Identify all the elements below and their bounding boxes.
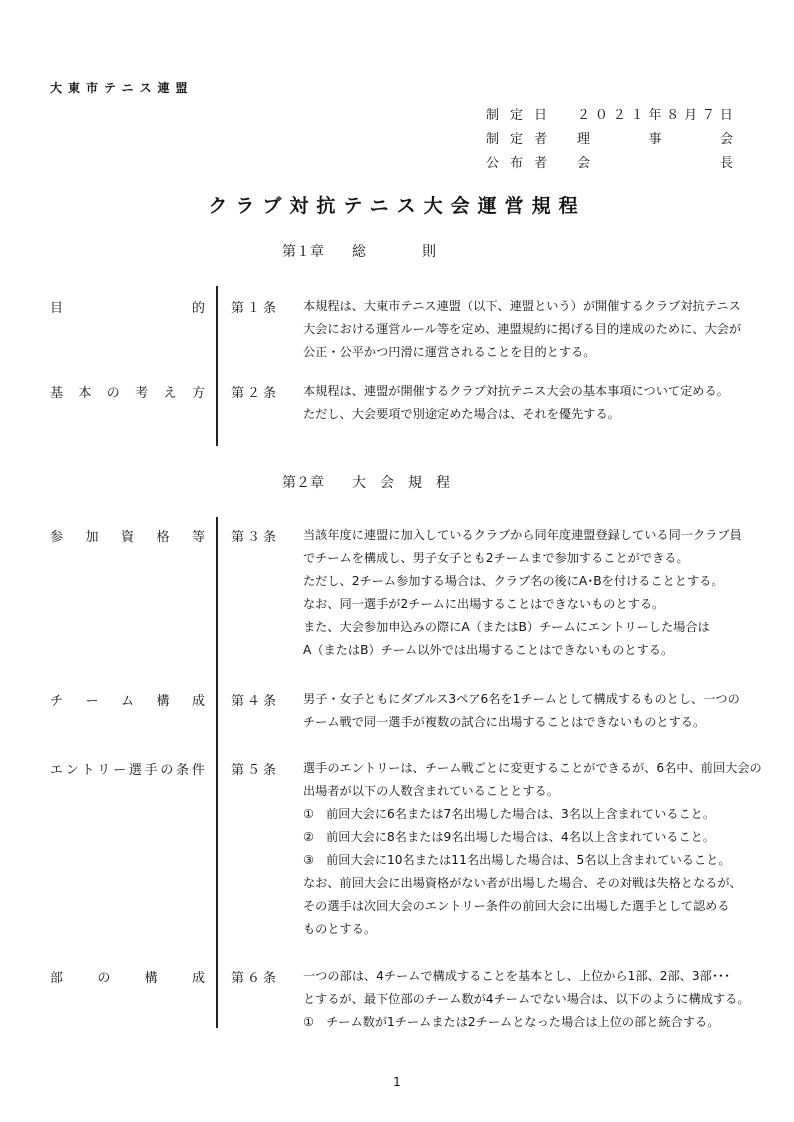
article-label: 参 加 資 格 等 bbox=[50, 530, 205, 545]
article-label: 目 的 bbox=[50, 301, 205, 316]
article-number: 第４条 bbox=[231, 694, 280, 709]
article-text-line: ① チーム数が1チームまたは2チームとなった場合は上位の部と統合する。 bbox=[303, 1015, 720, 1029]
article-text-line: とするが、最下位部のチーム数が4チームでない場合は、以下のように構成する。 bbox=[303, 992, 750, 1006]
article-text-line: 本規程は、連盟が開催するクラブ対抗テニス大会の基本事項について定める。 bbox=[303, 384, 729, 398]
article-number: 第２条 bbox=[231, 386, 280, 401]
chapter-1-heading: 第１章 総 則 bbox=[282, 244, 436, 260]
document-title: クラブ対抗テニス大会運営規程 bbox=[208, 195, 586, 217]
meta-label: 制定日 bbox=[486, 108, 559, 123]
article-text-line: 一つの部は、4チームで構成することを基本とし、上位から1部、2部、3部･･･ bbox=[303, 969, 731, 983]
article-label: チ ー ム 構 成 bbox=[50, 694, 205, 709]
meta-value: ２ ０ ２ １ 年 ８ 月 ７ 日 bbox=[577, 108, 733, 123]
article-text-line: ただし、2チーム参加する場合は、クラブ名の後にA･Bを付けることとする。 bbox=[303, 574, 724, 588]
meta-value: 理 事 会 bbox=[577, 132, 733, 147]
article-number: 第５条 bbox=[231, 763, 280, 778]
article-text-line: また、大会参加申込みの際にA（またはB）チームにエントリーした場合は bbox=[303, 620, 710, 634]
article-text-line: 本規程は、大東市テニス連盟（以下、連盟という）が開催するクラブ対抗テニス bbox=[303, 299, 741, 313]
article-text-line: ものとする。 bbox=[303, 922, 377, 936]
article-text-line: ③ 前回大会に10名または11名出場した場合は、5名以上含まれていること。 bbox=[303, 853, 731, 867]
article-text-line: A（またはB）チーム以外では出場することはできないものとする。 bbox=[303, 643, 674, 657]
article-text-line: ただし、大会要項で別途定めた場合は、それを優先する。 bbox=[303, 407, 620, 421]
article-text-line: 男子・女子ともにダブルス3ペア6名を1チームとして構成するものとし、一つの bbox=[303, 692, 740, 706]
article-label: 部 の 構 成 bbox=[50, 971, 205, 986]
article-text-line: 出場者が以下の人数含まれていることとする。 bbox=[303, 784, 559, 798]
article-text-line: 公正・公平かつ円滑に運営されることを目的とする。 bbox=[303, 345, 596, 359]
article-text-line: ② 前回大会に8名または9名出場した場合は、4名以上含まれていること。 bbox=[303, 830, 716, 844]
article-text-line: 選手のエントリーは、チーム戦ごとに変更することができるが、6名中、前回大会の bbox=[303, 761, 762, 775]
article-label: エ ン ト リ ー 選 手 の 条 件 bbox=[50, 763, 205, 778]
meta-value: 会 長 bbox=[577, 156, 733, 171]
article-text-line: チーム戦で同一選手が複数の試合に出場することはできないものとする。 bbox=[303, 715, 706, 729]
article-label: 基 本 の 考 え 方 bbox=[50, 386, 205, 401]
organization-name: 大東市テニス連盟 bbox=[50, 81, 194, 95]
section-divider-line bbox=[216, 517, 218, 1028]
article-text-line: ① 前回大会に6名または7名出場した場合は、3名以上含まれていること。 bbox=[303, 807, 716, 821]
article-text-line: でチームを構成し、男子女子とも2チームまで参加することができる。 bbox=[303, 551, 689, 565]
section-divider-line bbox=[216, 286, 218, 446]
article-text-line: その選手は次回大会のエントリー条件の前回大会に出場した選手として認める bbox=[303, 899, 730, 913]
article-number: 第６条 bbox=[231, 971, 280, 986]
page-number: 1 bbox=[393, 1075, 401, 1089]
chapter-2-heading: 第２章 大 会 規 程 bbox=[282, 475, 450, 491]
article-number: 第１条 bbox=[231, 301, 280, 316]
article-number: 第３条 bbox=[231, 530, 280, 545]
article-text-line: 大会における運営ルール等を定め、連盟規約に掲げる目的達成のために、大会が bbox=[303, 322, 742, 336]
meta-label: 制定者 bbox=[486, 132, 559, 147]
meta-label: 公布者 bbox=[486, 156, 559, 171]
article-text-line: 当該年度に連盟に加入しているクラブから同年度連盟登録している同一クラブ員 bbox=[303, 528, 742, 542]
article-text-line: なお、同一選手が2チームに出場することはできないものとする。 bbox=[303, 597, 665, 611]
article-text-line: なお、前回大会に出場資格がない者が出場した場合、その対戦は失格となるが、 bbox=[303, 876, 742, 890]
